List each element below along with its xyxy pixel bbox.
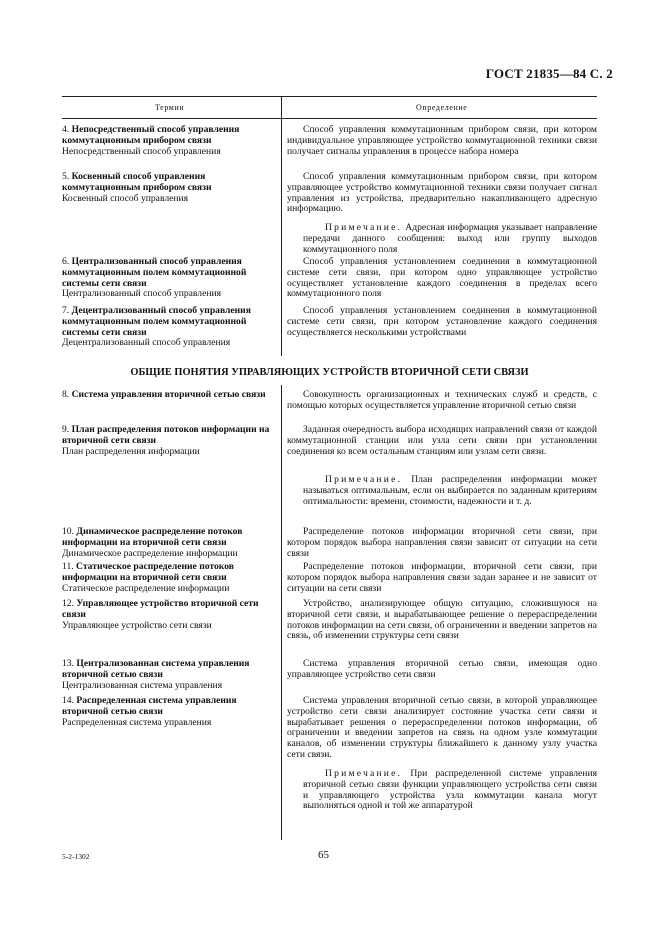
definition-note	[303, 223, 597, 255]
term-number: 4.	[62, 124, 70, 135]
term-short: Централизованная система управления	[62, 679, 223, 691]
term-title: План распределения потоков информации на вторичной сети связи	[62, 424, 270, 446]
page-number: 65	[318, 849, 329, 861]
term-entry	[62, 306, 276, 349]
term-entry	[62, 527, 276, 559]
term-number: 9.	[62, 424, 70, 435]
definition-text: Способ управления коммутационным прибором связи, при котором индивидуальное управляющее устройство коммутационной техники связи получает сигналы управления в процессе набора номера	[287, 124, 597, 157]
term-short: Децентрализованный способ управления	[62, 337, 231, 349]
term-number: 10.	[62, 526, 74, 537]
term-title: Управляющее устройство вторичной сети связи	[62, 598, 259, 620]
term-entry	[62, 562, 276, 594]
section-title: ОБЩИЕ ПОНЯТИЯ УПРАВЛЯЮЩИХ УСТРОЙСТВ ВТОРИЧНОЙ СЕТИ СВЯЗИ	[130, 367, 529, 378]
definition-text: Способ управления установлением соединения в коммутационной системе сети связи, при котором одно управляющее устройство осуществляет установление каждого соединения в пределах всего коммутационного поля	[287, 256, 597, 300]
term-entry	[62, 696, 276, 728]
term-title: Статическое распределение потоков информации на вторичной сети связи	[62, 561, 234, 583]
term-title: Централизованный способ управления коммутационным полем коммутационной системы сети связи	[62, 256, 247, 289]
term-entry	[62, 390, 276, 401]
column-divider-top	[281, 96, 282, 356]
note-text: Адресная информация указывает направление передачи данного сообщения: выход или группу выходов коммутационного поля	[303, 222, 597, 255]
term-title: Система управления вторичной сетью связи	[71, 389, 266, 400]
term-short: Непосредственный способ управления	[62, 145, 221, 157]
document-reference: ГОСТ 21835—84 С. 2	[485, 66, 613, 81]
definition-text: Заданная очередность выбора исходящих направлений связи от каждой коммутационной станции или узла сети связи при установлении соединения ко всем остальным станциям или узлам сети связи.	[287, 424, 597, 457]
definition-text: Устройство, анализирующее общую ситуацию, сложившуюся на вторичной сети связи, и вырабатывающее решение о перераспределении потоков информации на сети связи, об ограничении и введении запретов на связь, об изменении структуры сети связи	[287, 598, 597, 642]
term-entry	[62, 257, 276, 300]
term-number: 5.	[62, 171, 70, 182]
term-title: Распределенная система управления вторичной сетью связи	[62, 695, 237, 717]
column-divider-bottom	[281, 385, 282, 840]
term-title: Децентрализованный способ управления коммутационным полем коммутационной системы сети связи	[62, 305, 251, 338]
table-top-rule	[62, 96, 597, 97]
definition-note	[303, 475, 597, 507]
definition-text: Распределение потоков информации вторичной сети связи, при котором порядок выбора направления связи зависит от ситуации на сети связи	[287, 526, 597, 559]
term-number: 13.	[62, 658, 74, 669]
term-title: Косвенный способ управления коммутационным прибором связи	[62, 171, 212, 193]
term-entry	[62, 125, 276, 157]
definition-text: Система управления вторичной сетью связи, имеющая одно управляющее устройство сети связи	[287, 658, 597, 680]
definition-note	[303, 769, 597, 812]
term-short: Косвенный способ управления	[62, 192, 189, 204]
term-entry	[62, 425, 276, 457]
table-header-rule	[62, 118, 597, 119]
term-entry	[62, 659, 276, 691]
term-short: Управляющее устройство сети связи	[62, 619, 212, 631]
note-label: Примечание.	[325, 474, 403, 485]
term-number: 6.	[62, 256, 70, 267]
term-short: План распределения информации	[62, 445, 200, 457]
column-header-definition: Определение	[416, 103, 468, 112]
definition-text: Способ управления коммутационным прибором связи, при котором управляющее устройство коммутационной техники связи получает сигнал управления из устройства, предварительно накапливающего адресную информацию.	[287, 171, 597, 215]
term-number: 12.	[62, 598, 74, 609]
column-header-term: Термин	[155, 103, 185, 112]
term-number: 8.	[62, 389, 70, 400]
print-code: 5-2-1302	[62, 852, 90, 861]
note-label: Примечание.	[325, 768, 403, 779]
term-title: Динамическое распределение потоков информации на вторичной сети связи	[62, 526, 243, 548]
term-number: 14.	[62, 695, 74, 706]
definition-text: Система управления вторичной сетью связи, в которой управляющее устройство сети связи анализирует состояние участка сети связи и вырабатывает решения о перераспределении потоков информации, об ограничении и введении запретов на связь на одном узле коммутации каналов, об изменении структуры ближайшего к данному узлу участка сети связи.	[287, 695, 597, 760]
term-short: Централизованный способ управления	[62, 288, 222, 300]
note-text: При распределенной системе управления вторичной сетью связи функции управляющего устройства сети связи и управляющего устройства узла коммутации канала могут выполняться одной и той же аппаратурой	[303, 768, 597, 812]
term-short: Распределенная система управления	[62, 716, 212, 728]
term-entry	[62, 172, 276, 204]
term-title: Централизованная система управления вторичной сетью связи	[62, 658, 250, 680]
note-text: План распределения информации может называться оптимальным, если он выбирается по заданным критериям оптимальности: времени, стоимости, надежности и т. д.	[303, 474, 597, 507]
term-entry	[62, 599, 276, 631]
definition-text: Распределение потоков информации, вторичной сети связи, при котором порядок выбора направления связи задан заранее и не зависит от ситуации на сети связи	[287, 561, 597, 594]
term-number: 11.	[62, 561, 74, 572]
term-short: Статическое распределение информации	[62, 582, 230, 594]
term-number: 7.	[62, 305, 70, 316]
definition-text: Способ управления установлением соединения в коммутационной системе сети связи, при котором установление каждого соединения осуществляется несколькими устройствами	[287, 305, 597, 338]
definition-text: Совокупность организационных и технических служб и средств, с помощью которых осуществляется управление вторичной сетью связи	[287, 389, 597, 411]
note-label: Примечание.	[325, 222, 403, 233]
term-title: Непосредственный способ управления коммутационным прибором связи	[62, 124, 240, 146]
term-short: Динамическое распределение информации	[62, 547, 238, 559]
